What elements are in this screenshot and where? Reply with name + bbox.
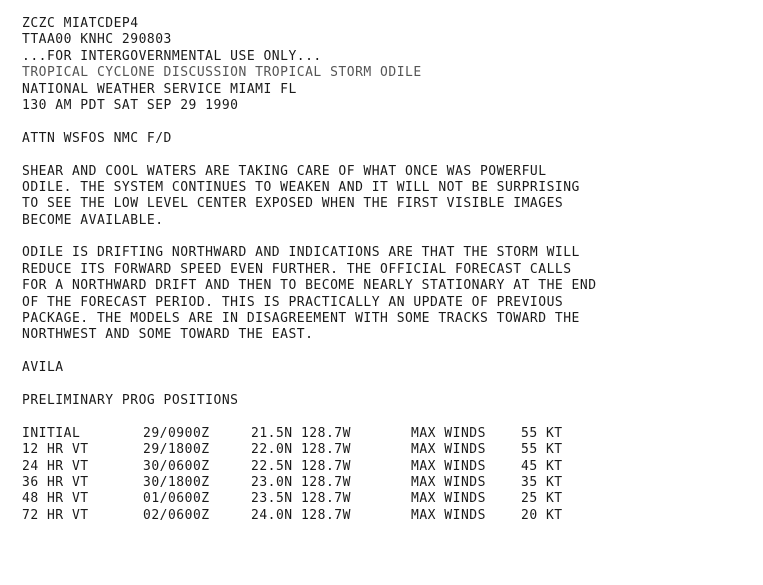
prog-speed: 25 KT [521,491,563,507]
prog-speed: 20 KT [521,507,563,523]
prog-title: PRELIMINARY PROG POSITIONS [22,392,239,408]
paragraph-2-line: FOR A NORTHWARD DRIFT AND THEN TO BECOME NEARLY STATIONARY AT THE END [22,278,597,294]
paragraph-1-line: SHEAR AND COOL WATERS ARE TAKING CARE OF WHAT ONCE WAS POWERFUL [22,163,547,179]
prog-time: 30/1800Z [143,474,210,490]
spacer [22,229,752,245]
paragraph-2-line: NORTHWEST AND SOME TOWARD THE EAST. [22,327,314,343]
paragraph-1-line: BECOME AVAILABLE. [22,212,164,228]
header-line-2: TTAA00 KNHC 290803 [22,32,172,48]
prog-time: 02/0600Z [143,507,210,523]
header-line-6: 130 AM PDT SAT SEP 29 1990 [22,97,239,113]
prog-winds-label: MAX WINDS [411,442,486,458]
spacer [22,147,752,163]
prog-row [22,508,752,524]
prog-position: 22.0N 128.7W [251,442,351,458]
prog-label: 36 HR VT [22,474,89,490]
prog-position: 21.5N 128.7W [251,425,351,441]
paragraph-2-line: OF THE FORECAST PERIOD. THIS IS PRACTICALLY AN UPDATE OF PREVIOUS [22,294,564,310]
attn-line: ATTN WSFOS NMC F/D [22,130,172,146]
spacer [22,377,752,393]
prog-winds-label: MAX WINDS [411,425,486,441]
header-line-5: NATIONAL WEATHER SERVICE MIAMI FL [22,81,297,97]
prog-time: 30/0600Z [143,458,210,474]
prog-position: 23.0N 128.7W [251,474,351,490]
prog-row [22,442,752,458]
paragraph-1-line: ODILE. THE SYSTEM CONTINUES TO WEAKEN AND IT WILL NOT BE SURPRISING [22,179,580,195]
prog-label: 12 HR VT [22,442,89,458]
prog-label: 48 HR VT [22,491,89,507]
paragraph-1-line: TO SEE THE LOW LEVEL CENTER EXPOSED WHEN THE FIRST VISIBLE IMAGES [22,196,564,212]
paragraph-1 [22,164,752,230]
spacer [22,409,752,425]
prog-label: 24 HR VT [22,458,89,474]
paragraph-2-line: PACKAGE. THE MODELS ARE IN DISAGREEMENT WITH SOME TRACKS TOWARD THE [22,311,580,327]
prog-time: 01/0600Z [143,491,210,507]
prog-speed: 45 KT [521,458,563,474]
prog-row [22,475,752,491]
prog-winds-label: MAX WINDS [411,474,486,490]
paragraph-2 [22,245,752,343]
paragraph-2-line: ODILE IS DRIFTING NORTHWARD AND INDICATIONS ARE THAT THE STORM WILL [22,245,580,261]
prog-speed: 55 KT [521,425,563,441]
discussion-document [22,16,752,524]
prog-row [22,491,752,507]
prog-row [22,459,752,475]
prog-winds-label: MAX WINDS [411,458,486,474]
header-line-4: TROPICAL CYCLONE DISCUSSION TROPICAL STORM ODILE [22,65,422,81]
spacer [22,114,752,130]
prog-winds-label: MAX WINDS [411,491,486,507]
paragraph-2-line: REDUCE ITS FORWARD SPEED EVEN FURTHER. THE OFFICIAL FORECAST CALLS [22,261,572,277]
prog-speed: 35 KT [521,474,563,490]
prog-time: 29/1800Z [143,442,210,458]
spacer [22,344,752,360]
prog-position: 23.5N 128.7W [251,491,351,507]
prog-position: 22.5N 128.7W [251,458,351,474]
prog-label: INITIAL [22,425,81,441]
prog-speed: 55 KT [521,442,563,458]
prog-position: 24.0N 128.7W [251,507,351,523]
signature: AVILA [22,360,64,376]
prog-time: 29/0900Z [143,425,210,441]
prog-label: 72 HR VT [22,507,89,523]
header-line-1: ZCZC MIATCDEP4 [22,16,139,31]
prog-row [22,426,752,442]
prog-positions-table [22,426,752,524]
prog-winds-label: MAX WINDS [411,507,486,523]
header-line-3: ...FOR INTERGOVERNMENTAL USE ONLY... [22,48,322,64]
